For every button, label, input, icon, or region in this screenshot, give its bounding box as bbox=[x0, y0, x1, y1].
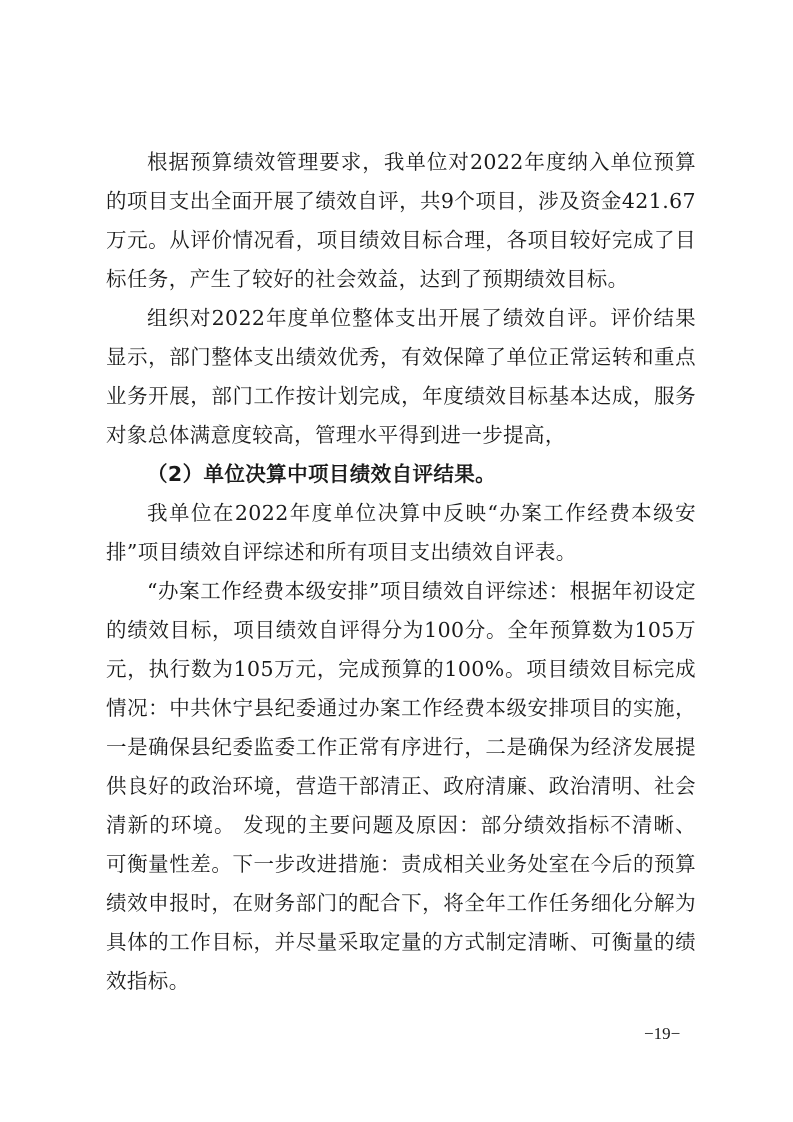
section-heading: （2）单位决算中项目绩效自评结果。 bbox=[147, 462, 497, 486]
paragraph-self-evaluation-summary: 根据预算绩效管理要求，我单位对2022年度纳入单位预算的项目支出全面开展了绩效自评，共9个项目，涉及资金421.67万元。从评价情况看，项目绩效目标合理，各项目较好完成了目标任务，产生了较好的社会效益，达到了预期绩效目标。 bbox=[106, 150, 696, 291]
paragraph-overall-expenditure-evaluation: 组织对2022年度单位整体支出开展了绩效自评。评价结果显示，部门整体支出绩效优秀，有效保障了单位正常运转和重点业务开展，部门工作按计划完成，年度绩效目标基本达成，服务对象总体满意度较高，管理水平得到进一步提高， bbox=[106, 306, 696, 447]
page-number: −19− bbox=[644, 1024, 681, 1043]
paragraph-project-evaluation-detail: “办案工作经费本级安排”项目绩效自评综述：根据年初设定的绩效目标，项目绩效自评得分为100分。全年预算数为105万元，执行数为105万元，完成预算的100%。项目绩效目标完成情况：中共休宁县纪委通过办案工作经费本级安排项目的实施，一是确保县纪委监委工作正常有序进行，二是确保为经济发展提供良好的政治环境，营造干部清正、政府清廉、政治清明、社会清新的环境。 发现的主要问题及原因：部分绩效指标不清晰、可衡量性差。下一步改进措施：责成相关业务处室在今后的预算绩效申报时，在财务部门的配合下，将全年工作任务细化分解为具体的工作目标，并尽量采取定量的方式制定清晰、可衡量的绩效指标。 bbox=[106, 579, 696, 993]
document-body bbox=[106, 143, 696, 1001]
paragraph-final-accounts-reflection: 我单位在2022年度单位决算中反映“办案工作经费本级安排”项目绩效自评综述和所有项目支出绩效自评表。 bbox=[106, 501, 696, 564]
